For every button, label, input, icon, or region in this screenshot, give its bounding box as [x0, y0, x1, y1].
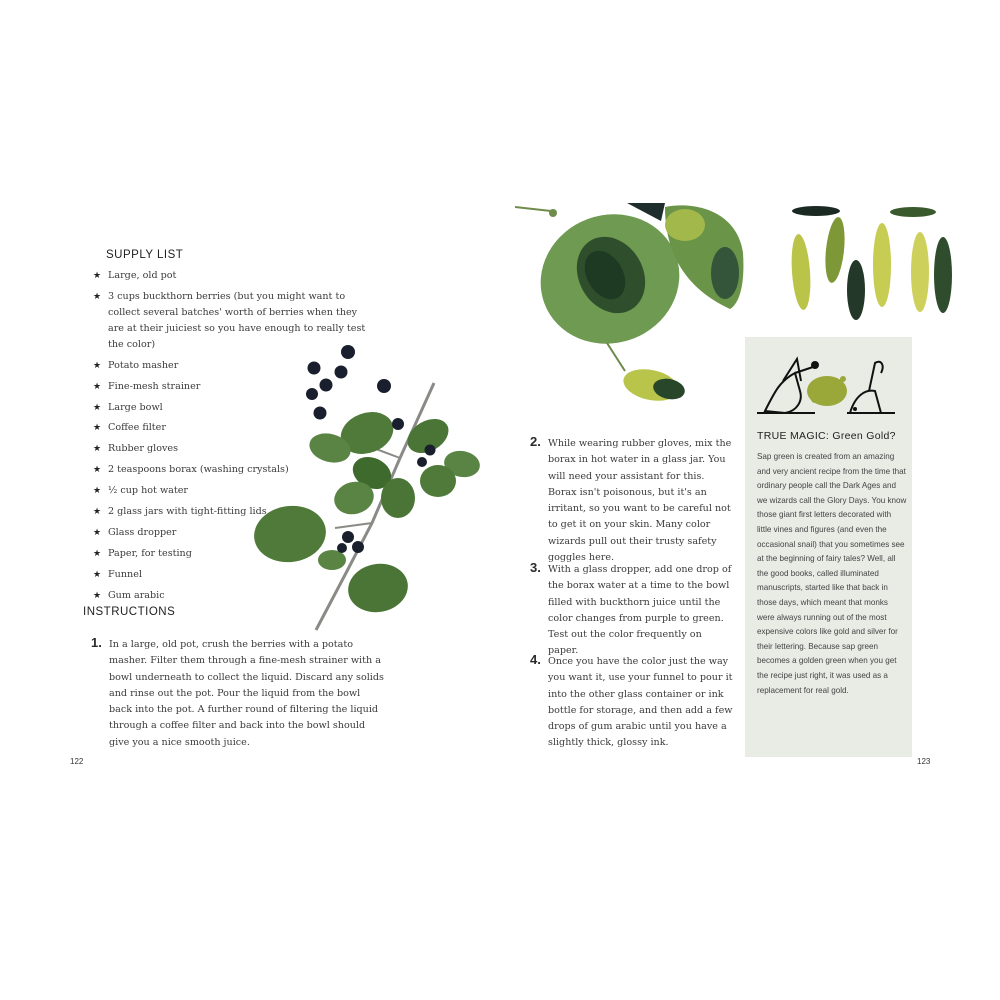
instruction-step-2	[530, 434, 733, 566]
list-item: ★ 2 glass jars with tight-fitting lids	[93, 504, 375, 520]
sidebar-text: Sap green is created from an amazing and very ancient recipe from the time that ordinary people call the Dark Ages and we wizards call the Glory Days. You know those giant first letters decorated with little vines and figures (and even the occasional snail) that you sometimes see at the beginning of fairy tales? Well, all the good books, called illuminated manuscripts, started like that back in those days, which meant that monks were always running out of the most expensive colors like gold and silver for their lettering. Because sap green becomes a golden green when you get the recipe just right, it was used as a replacement for real gold.	[757, 452, 907, 695]
instruction-step-4	[530, 652, 733, 752]
step-text: Once you have the color just the way you want it, use your funnel to pour it into the other glass container or ink bottle for storage, and then add a few drops of gum arabic until you have a slightly thick, glossy ink.	[548, 656, 733, 749]
color-swatches-illustration	[782, 202, 957, 324]
list-item: ★ Potato masher	[93, 358, 375, 374]
true-magic-sidebar	[745, 337, 912, 757]
star-icon: ★	[93, 423, 102, 434]
star-icon: ★	[93, 381, 102, 392]
list-item: ★ Paper, for testing	[93, 546, 375, 562]
step-number: 4.	[530, 652, 541, 667]
star-icon: ★	[93, 444, 102, 455]
list-item: ★ Rubber gloves	[93, 441, 375, 457]
star-icon: ★	[93, 360, 102, 371]
star-icon: ★	[93, 465, 102, 476]
list-item: ★ 3 cups buckthorn berries (but you might want to collect several batches' worth of berries when they are at their juiciest so you have enough to really test the color)	[93, 290, 366, 350]
step-text: While wearing rubber gloves, mix the borax in hot water in a glass jar. You will need your assistant for this. Borax isn't poisonous, but it's an irritant, so you want to be careful not to get it on your skin. Many color wizards pull out their trusty safety goggles here.	[548, 438, 732, 564]
step-text: In a large, old pot, crush the berries with a potato masher. Filter them through a fine-mesh strainer with a bowl underneath to collect the liquid. Discard any solids and rinse out the pot. Pour the liquid from the bowl back into the pot. A further round of filtering the liquid through a coffee filter and back into the bowl should give you a nice smooth juice.	[109, 639, 384, 748]
star-icon: ★	[93, 402, 102, 413]
wizards-sketch-illustration	[755, 351, 900, 421]
star-icon: ★	[93, 291, 102, 302]
list-item: ★ Gum arabic	[93, 588, 375, 604]
loose-berries	[306, 345, 391, 420]
step-number: 1.	[91, 635, 102, 650]
page-number-left: 122	[70, 757, 84, 766]
sidebar-title: TRUE MAGIC: Green Gold?	[757, 430, 896, 442]
star-icon: ★	[93, 486, 102, 497]
list-item: ★ Funnel	[93, 567, 375, 583]
step-number: 2.	[530, 434, 541, 449]
instruction-step-1	[91, 635, 384, 751]
list-item: ★ 2 teaspoons borax (washing crystals)	[93, 462, 375, 478]
step-text: With a glass dropper, add one drop of the borax water at a time to the bowl filled with buckthorn juice until the color changes from purple to green. Test out the color frequently on paper.	[548, 564, 732, 657]
list-item: ★ Large bowl	[93, 400, 375, 416]
list-item: ★ Fine-mesh strainer	[93, 379, 375, 395]
star-icon: ★	[93, 527, 102, 538]
page-number-right: 123	[917, 757, 931, 766]
list-item: ★ Large, old pot	[93, 268, 375, 284]
instruction-step-3	[530, 560, 733, 660]
star-icon: ★	[93, 590, 102, 601]
list-item: ★ ½ cup hot water	[93, 483, 375, 499]
list-item: ★ Coffee filter	[93, 420, 375, 436]
step-number: 3.	[530, 560, 541, 575]
instructions-heading: INSTRUCTIONS	[83, 606, 176, 618]
supply-list-heading: SUPPLY LIST	[106, 249, 184, 261]
star-icon: ★	[93, 548, 102, 559]
star-icon: ★	[93, 569, 102, 580]
leaves	[250, 405, 482, 617]
list-item: ★ Glass dropper	[93, 525, 375, 541]
watercolor-leaves-illustration	[515, 203, 763, 413]
star-icon: ★	[93, 271, 102, 281]
buckthorn-branch-illustration	[250, 338, 485, 638]
star-icon: ★	[93, 507, 102, 518]
